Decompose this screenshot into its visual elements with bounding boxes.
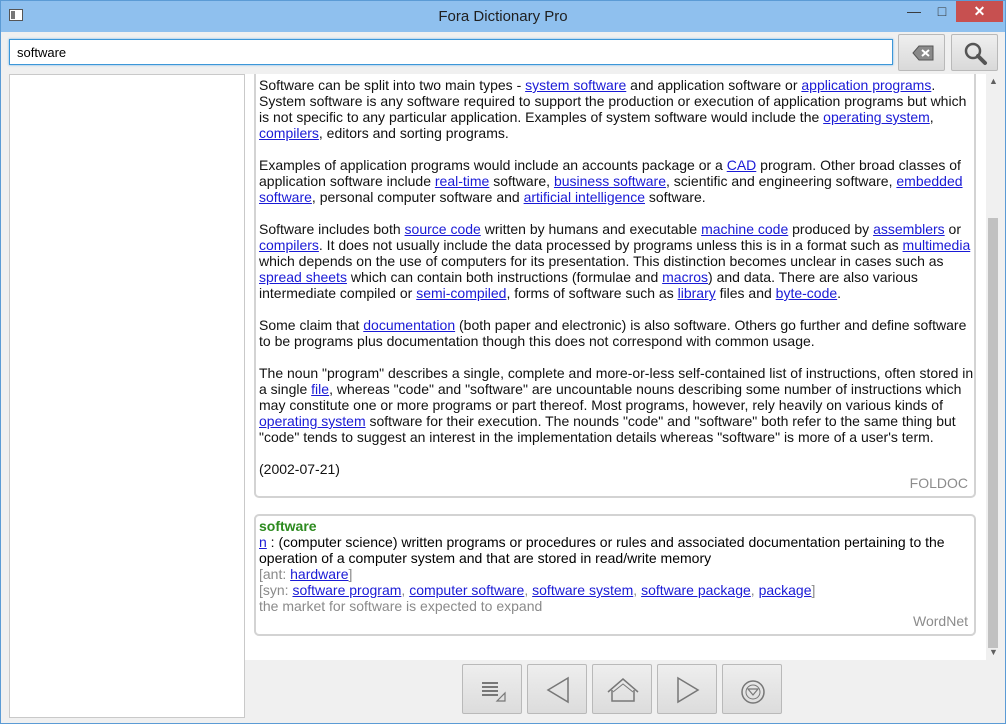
paragraph-text: ,	[929, 109, 934, 125]
paragraph-text: files and	[715, 285, 776, 301]
term-link[interactable]: operating system	[259, 413, 366, 429]
list-separator: ,	[633, 582, 642, 598]
synonym-link[interactable]: software program	[292, 582, 402, 598]
wordnet-definition	[259, 534, 969, 566]
paragraph-text: and application software or	[626, 77, 802, 93]
antonyms-line	[259, 566, 969, 582]
term-link[interactable]: multimedia	[902, 237, 971, 253]
term-link[interactable]: spread sheets	[259, 269, 347, 285]
magnifier-icon	[952, 35, 999, 72]
paragraph-text: (both paper and electronic) is also software. Others go further and define software to be programs plus documentation though this does not correspond with common usage.	[259, 317, 967, 349]
antonym-list	[290, 566, 348, 582]
paragraph-text: , forms of software such as	[506, 285, 678, 301]
term-link[interactable]: compilers	[259, 125, 319, 141]
paragraph-text: . System software is any software required to support the production or execution of application programs but which is not specific to any particular application. Examples of system software would include the	[259, 77, 967, 125]
list-separator: ,	[750, 582, 759, 598]
paragraph-text: , whereas "code" and "software" are uncountable nouns describing some number of instructions which may constitute one or more programs or part thereof. Most programs, however, rely heavily on various kinds of	[259, 381, 962, 413]
foldoc-entry	[254, 74, 976, 498]
ant-label: [ant:	[259, 566, 291, 582]
clear-button[interactable]	[898, 34, 945, 71]
term-link[interactable]: application programs	[801, 77, 932, 93]
foldoc-source-label: FOLDOC	[909, 475, 968, 491]
paragraph-text: written by humans and executable	[480, 221, 702, 237]
list-separator: ,	[401, 582, 410, 598]
foldoc-date: (2002-07-21)	[259, 461, 340, 477]
synonym-list	[292, 582, 811, 598]
scroll-thumb[interactable]	[988, 218, 998, 648]
word-list-panel[interactable]	[9, 74, 245, 718]
term-link[interactable]: artificial intelligence	[523, 189, 645, 205]
paragraph-text: , scientific and engineering software,	[666, 173, 897, 189]
search-button[interactable]	[951, 34, 998, 71]
foldoc-paragraph-2	[259, 157, 977, 205]
term-link[interactable]: semi-compiled	[416, 285, 507, 301]
term-link[interactable]: real-time	[434, 173, 490, 189]
navigation-bar	[245, 660, 1001, 718]
pos-link[interactable]: n	[259, 534, 267, 550]
back-button[interactable]	[527, 664, 587, 714]
scroll-up-icon[interactable]: ▲	[989, 76, 998, 86]
antonym-link[interactable]: hardware	[290, 566, 349, 582]
paragraph-text: The noun "program" describes a single, complete and more-or-less self-contained list of instructions, often stored in a single	[259, 365, 974, 397]
title-bar	[1, 1, 1005, 32]
back-arrow-icon	[528, 665, 588, 715]
paragraph-text: , editors and sorting programs.	[318, 125, 509, 141]
term-link[interactable]: assemblers	[873, 221, 945, 237]
home-icon	[593, 665, 653, 715]
synonym-link[interactable]: software package	[641, 582, 751, 598]
foldoc-paragraph-3	[259, 221, 977, 301]
paragraph-text: . It does not usually include the data processed by programs unless this is in a format such as	[318, 237, 903, 253]
synonym-link[interactable]: software system	[532, 582, 634, 598]
paragraph-text: produced by	[788, 221, 874, 237]
term-link[interactable]: documentation	[363, 317, 456, 333]
term-link[interactable]: byte-code	[775, 285, 838, 301]
paragraph-text: which can contain both instructions (formulae and	[346, 269, 663, 285]
paragraph-text: Software includes both	[259, 221, 405, 237]
paragraph-text: , personal computer software and	[311, 189, 524, 205]
maximize-button[interactable]: □	[937, 3, 947, 19]
search-toolbar	[1, 32, 1005, 74]
term-link[interactable]: operating system	[823, 109, 930, 125]
headword: software	[259, 518, 317, 534]
term-link[interactable]: compilers	[259, 237, 319, 253]
article-view[interactable]	[245, 74, 986, 660]
home-button[interactable]	[592, 664, 652, 714]
term-link[interactable]: machine code	[701, 221, 789, 237]
syn-close: ]	[811, 582, 816, 598]
down-circle-icon	[723, 665, 783, 715]
list-icon	[463, 665, 523, 715]
term-link[interactable]: system software	[525, 77, 627, 93]
menu-button[interactable]	[722, 664, 782, 714]
paragraph-text: Some claim that	[259, 317, 364, 333]
paragraph-text: software.	[645, 189, 706, 205]
term-link[interactable]: file	[311, 381, 330, 397]
term-link[interactable]: source code	[404, 221, 481, 237]
paragraph-text: software,	[489, 173, 554, 189]
synonym-link[interactable]: package	[758, 582, 812, 598]
synonym-link[interactable]: computer software	[409, 582, 525, 598]
paragraph-text: which depends on the use of computers for its presentation. This distinction becomes unclear in cases such as	[259, 253, 944, 269]
definition-text: : (computer science) written programs or procedures or rules and associated documentation pertaining to the operation of a computer system and that are stored in read/write memory	[259, 534, 945, 566]
search-input[interactable]	[9, 39, 893, 65]
forward-arrow-icon	[658, 665, 718, 715]
forward-button[interactable]	[657, 664, 717, 714]
syn-label: [syn:	[259, 582, 293, 598]
vertical-scrollbar[interactable]	[986, 74, 1001, 660]
term-link[interactable]: embedded software	[259, 173, 963, 205]
paragraph-text: software for their execution. The nounds "code" and "software" both refer to the same thing but "code" tends to suggest an interest in the implementation details whereas "software" is more of a user's term.	[259, 413, 956, 445]
term-link[interactable]: library	[677, 285, 716, 301]
list-separator: ,	[524, 582, 533, 598]
paragraph-text: Software can be split into two main types -	[259, 77, 526, 93]
paragraph-text: ) and data. There are also various intermediate compiled or	[259, 269, 918, 301]
term-link[interactable]: CAD	[726, 157, 757, 173]
scroll-down-icon[interactable]: ▼	[989, 647, 998, 657]
minimize-button[interactable]: —	[907, 3, 921, 19]
ant-close: ]	[348, 566, 353, 582]
close-button[interactable]: ✕	[956, 1, 1003, 22]
window-title: Fora Dictionary Pro	[438, 8, 568, 25]
paragraph-text: program. Other broad classes of application software include	[259, 157, 961, 189]
paragraph-text: .	[837, 285, 842, 301]
paragraph-text: Examples of application programs would include an accounts package or a	[259, 157, 727, 173]
list-button[interactable]	[462, 664, 522, 714]
term-link[interactable]: business software	[553, 173, 667, 189]
wordnet-source-label: WordNet	[913, 613, 968, 629]
usage-example: the market for software is expected to expand	[259, 598, 543, 614]
term-link[interactable]: macros	[662, 269, 709, 285]
synonyms-line	[259, 582, 969, 598]
paragraph-text: or	[944, 221, 962, 237]
foldoc-paragraph-1	[259, 77, 977, 141]
foldoc-paragraph-4	[259, 317, 977, 349]
foldoc-paragraph-5	[259, 365, 977, 445]
backspace-clear-icon	[899, 35, 946, 72]
wordnet-entry	[254, 514, 976, 636]
